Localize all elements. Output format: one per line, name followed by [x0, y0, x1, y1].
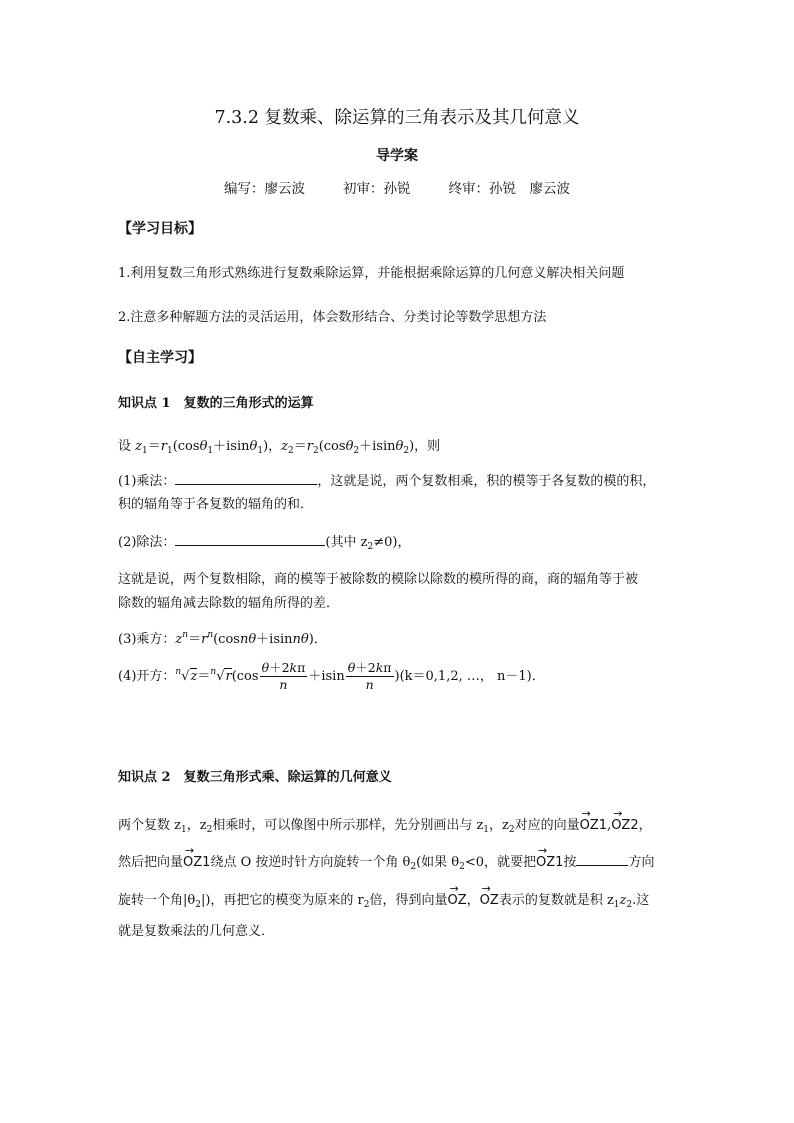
kp1-mult-line2: 积的辐角等于各复数的辐角的和． — [118, 497, 314, 512]
vector-oz1-3: → OZ1 — [536, 855, 563, 870]
vector-oz2: → OZ2 — [611, 818, 638, 833]
setup-suffix: ，则 — [414, 439, 441, 454]
vector-oz-2: → OZ — [480, 893, 499, 908]
kp1-heading: 知识点 1 复数的三角形式的运算 — [118, 396, 314, 411]
goals-heading: 【学习目标】 — [118, 221, 202, 237]
self-study-heading: 【自主学习】 — [118, 350, 202, 366]
div-label: (2)除法： — [118, 535, 176, 550]
kp1-div-text2: 除数的辐角减去除数的辐角所得的差． — [118, 596, 340, 611]
kp2-line4: 就是复数乘法的几何意义． — [118, 924, 275, 939]
authors-line — [0, 177, 794, 197]
direction-blank[interactable] — [576, 852, 628, 866]
setup-prefix: 设 — [118, 439, 136, 454]
mult-blank[interactable] — [175, 471, 317, 485]
review1-label: 初审：孙锐 — [343, 181, 411, 197]
kp2-heading: 知识点 2 复数三角形式乘、除运算的几何意义 — [118, 770, 392, 785]
root-k-range: (k＝0,1,2, …， n－1)． — [399, 669, 545, 684]
fraction-cos: $\frac{\theta+2k\pi}{n}$ — [261, 660, 306, 692]
kp1-div-text1: 这就是说，两个复数相除，商的模等于被除数的模除以除数的模所得的商，商的辐角等于被 — [118, 572, 639, 587]
kp2-line1: 两个复数 $z_1$，$z_2$相乘时，可以像图中所示那样，先分别画出与 $z_1$，$z_2$对应的向量→ OZ1,→ OZ2， — [118, 814, 652, 835]
kp1-root-line: (4)开方：$^n$√z＝$^n$√r(cos $\frac{\theta+2k\pi}{n}$ ＋isin $\frac{\theta+2k\pi}{n}$ )(k＝0,1,2, …， n－1)． — [118, 660, 545, 692]
mult-label: (1)乘法： — [118, 474, 176, 489]
goal-item-2: 2.注意多种解题方法的灵活运用，体会数形结合、分类讨论等数学思想方法 — [118, 310, 547, 325]
goal-item-1: 1.利用复数三角形式熟练进行复数乘除运算，并能根据乘除运算的几何意义解决相关问题 — [118, 266, 625, 281]
kp1-power-line: (3)乘方：$z^n=r^n(\cos n\theta+isinn\theta)$． — [118, 630, 327, 647]
page-subtitle: 导学案 — [376, 148, 418, 164]
kp1-mult-line1 — [118, 470, 655, 489]
kp2-line2: 然后把向量→ OZ1绕点 O 按逆时针方向旋转一个角 $\theta_2$(如果 $\theta_2<0$，就要把→ OZ1按 方向 — [118, 851, 654, 872]
kp1-div-line: (2)除法： (其中 $z_2\ne 0$)， — [118, 531, 410, 552]
review2-label: 终审：孙锐 廖云波 — [448, 181, 570, 197]
author-label: 编写：廖云波 — [224, 181, 305, 197]
div-blank[interactable] — [175, 532, 325, 546]
fraction-sin: $\frac{\theta+2k\pi}{n}$ — [347, 660, 392, 692]
div-cond-end: ≠0)， — [373, 535, 411, 550]
vector-oz1: → OZ1 — [580, 818, 607, 833]
kp1-setup: 设 $z_1=r_1(\cos\theta_1+isin\theta_1)$，$z_2=r_2(\cos\theta_2+isin\theta_2)$，则 — [118, 439, 441, 456]
page-title: 7.3.2 复数乘、除运算的三角表示及其几何意义 — [214, 108, 580, 128]
kp2-line3: 旋转一个角$|\theta_2|$)，再把它的模变为原来的 $r_2$倍，得到向量→ OZ，→ OZ表示的复数就是积 $z_1z_2$.这 — [118, 889, 649, 910]
vector-oz1-2: → OZ1 — [183, 855, 210, 870]
pow-label: (3)乘方： — [118, 632, 176, 647]
mult-text-1: ，这就是说，两个复数相乘，积的模等于各复数的模的积， — [317, 474, 656, 489]
root-label: (4)开方： — [118, 669, 176, 684]
vector-oz: → OZ — [448, 893, 467, 908]
div-cond: (其中 z — [325, 535, 368, 550]
